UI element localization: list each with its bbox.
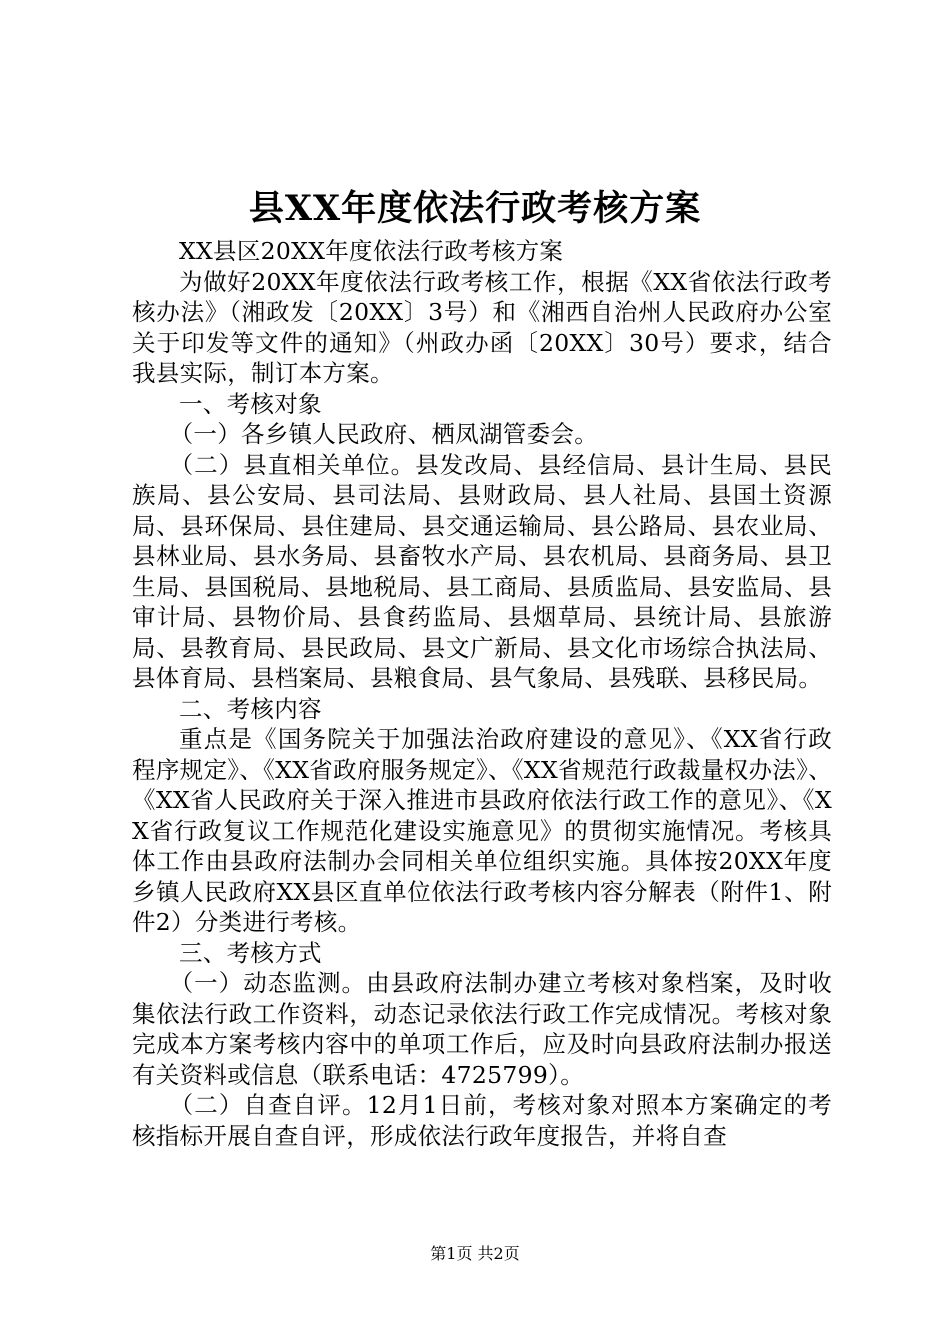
list-item-1-2: （二）县直相关单位。县发改局、县经信局、县计生局、县民族局、县公安局、县司法局、县财政局、县人社局、县国土资源局、县环保局、县住建局、县交通运输局、县公路局、县农业局、县林业局、县水务局、县畜牧水产局、县农机局、县商务局、县卫生局、县国税局、县地税局、县工商局、县质监局、县安监局、县审计局、县物价局、县食药监局、县烟草局、县统计局、县旅游局、县教育局、县民政局、县文广新局、县文化市场综合执法局、县体育局、县档案局、县粮食局、县气象局、县残联、县移民局。 [132,450,832,692]
intro-paragraph: 为做好20XX年度依法行政考核工作，根据《XX省依法行政考核办法》（湘政发〔20XX〕3号）和《湘西自治州人民政府办公室关于印发等文件的通知》（州政办函〔20XX〕30号）要求，结合我县实际，制订本方案。 [132,267,832,387]
list-item-3-1: （一）动态监测。由县政府法制办建立考核对象档案，及时收集依法行政工作资料，动态记录依法行政工作完成情况。考核对象完成本方案考核内容中的单项工作后，应及时向县政府法制办报送有关资料或信息（联系电话：4725799）。 [132,969,832,1089]
content-paragraph: 重点是《国务院关于加强法治政府建设的意见》、《XX省行政程序规定》、《XX省政府服务规定》、《XX省规范行政裁量权办法》、《XX省人民政府关于深入推进市县政府依法行政工作的意见》、《XX省行政复议工作规范化建设实施意见》的贯彻实施情况。考核具体工作由县政府法制办会同相关单位组织实施。具体按20XX年度乡镇人民政府XX县区直单位依法行政考核内容分解表（附件1、附件2）分类进行考核。 [132,725,832,936]
list-item-1-1: （一）各乡镇人民政府、栖凤湖管委会。 [169,420,598,448]
section-heading-1: 一、考核对象 [179,389,322,418]
page-number: 第1页 共2页 [430,1244,520,1263]
list-item-3-2: （二）自查自评。12月1日前，考核对象对照本方案确定的考核指标开展自查自评，形成依法行政年度报告，并将自查 [132,1091,832,1150]
section-heading-3: 三、考核方式 [179,938,322,967]
section-heading-2: 二、考核内容 [179,694,322,723]
document-body [132,236,832,1151]
subtitle-paragraph: XX县区20XX年度依法行政考核方案 [179,237,564,265]
document-title: 县XX年度依法行政考核方案 [248,188,702,229]
